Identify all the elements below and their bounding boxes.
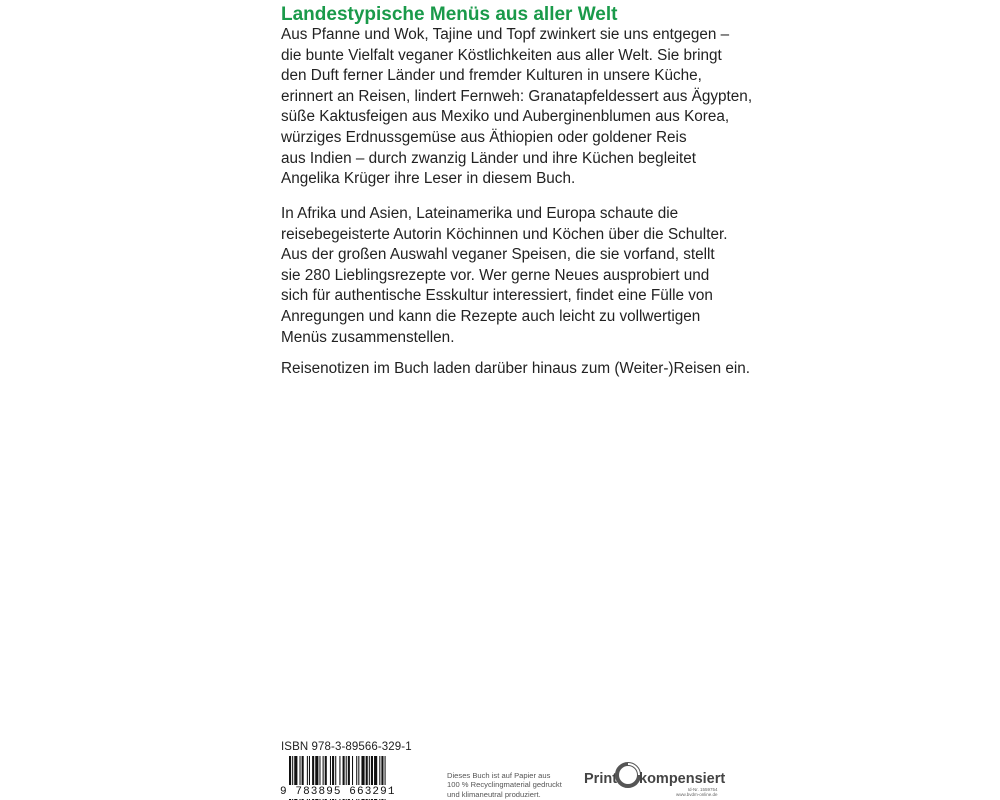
paragraph-line: Aus Pfanne und Wok, Tajine und Topf zwinkert sie uns entgegen – [281,26,730,43]
paragraph-line: süße Kaktusfeigen aus Mexiko und Auberginenblumen aus Korea, [281,108,730,126]
logo-fineprint [676,787,718,797]
paragraph-line: sich für authentische Esskultur interessiert, findet eine Fülle von [281,287,713,305]
paragraph-line: erinnert an Reisen, lindert Fernweh: Granatapfeldessert aus Ägypten, [281,87,753,105]
paragraph-line: Aus der großen Auswahl veganer Speisen, die sie vorfand, stellt [281,246,715,264]
paragraph-line: Menüs zusammenstellen. [281,328,455,346]
recycling-note [447,771,562,799]
paragraph-line: reisebegeisterte Autorin Köchinnen und Köchen über die Schulter. [281,225,728,243]
paragraph-line: würziges Erdnussgemüse aus Äthiopien oder goldener Reis [281,128,687,146]
book-title: Landestypische Menüs aus aller Welt [281,4,618,25]
logo-kompensiert-word: kompensiert [639,771,726,787]
paragraph-3 [281,359,750,380]
paragraph-1 [281,25,752,190]
paragraph-line: Angelika Krüger ihre Leser in diesem Buch. [281,170,576,188]
isbn-label: ISBN 978-3-89566-329-1 [281,741,412,753]
paragraph-line: Reisenotizen im Buch laden darüber hinaus zum (Weiter-)Reisen ein. [281,360,751,377]
paragraph-line: die bunte Vielfalt veganer Köstlichkeiten aus aller Welt. Sie bringt [281,46,722,64]
paragraph-2 [281,204,727,348]
logo-fineprint-line: Id-Nr. 1559754 [687,787,718,792]
co2-circle-icon [615,762,641,788]
logo-print-word: Print [584,771,618,787]
recycling-note-line: und klimaneutral produziert. [447,789,541,799]
barcode-digits: 9 783895 663291 [280,786,396,798]
paragraph-line: Anregungen und kann die Rezepte auch leicht zu vollwertigen [281,307,701,325]
recycling-note-line: 100 % Recyclingmaterial gedruckt [447,780,562,790]
paragraph-line: In Afrika und Asien, Lateinamerika und Europa schaute die [281,205,679,222]
paragraph-line: den Duft ferner Länder und fremder Kulturen in unsere Küche, [281,67,702,85]
paragraph-line: sie 280 Lieblingsrezepte vor. Wer gerne Neues ausprobiert und [281,266,710,284]
logo-fineprint-line: www.bvdm-online.de [676,792,718,797]
print-kompensiert-logo [584,761,724,800]
paragraph-line: aus Indien – durch zwanzig Länder und ihre Küchen begleitet [281,149,697,167]
recycling-note-line: Dieses Buch ist auf Papier aus [447,771,551,780]
